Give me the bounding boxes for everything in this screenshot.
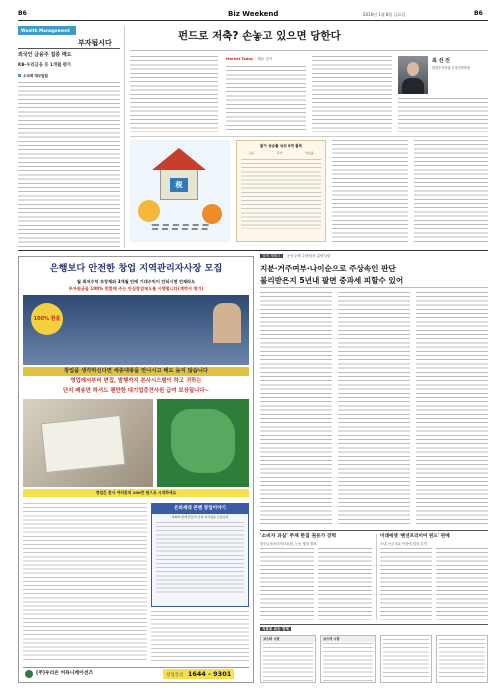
ad-subhead-2: 투자원금을 100% 반환해 주는 안심창업제도를 시행합니다(계약서 명기)	[68, 286, 204, 291]
bottom-left-col1	[260, 548, 314, 620]
page-number-right: B6	[474, 10, 483, 17]
ad-box-sub: 저희와 함께 만들어 가실 지사장을 모십니다	[171, 514, 229, 519]
indicator-table-3	[380, 635, 432, 683]
ad-map-icon	[171, 409, 235, 473]
author-head-icon	[407, 62, 419, 76]
bottom-left-col2	[318, 548, 372, 620]
data-chart-box	[236, 140, 326, 242]
chart-header-row: 구분 국가 상승률	[248, 151, 314, 156]
bird-right-icon	[202, 204, 222, 224]
bullet-icon	[18, 74, 21, 77]
chart-caption: 물가 상승률 상위 5개 품목	[259, 144, 303, 148]
chain-icon	[150, 224, 210, 230]
ad-newspaper-image	[23, 399, 153, 487]
lower-section-rule	[260, 530, 488, 531]
bird-left-icon	[138, 200, 160, 222]
tag-label: 절세 재테크	[262, 254, 281, 258]
middle-article-col3	[416, 292, 488, 526]
tax-illustration	[130, 140, 230, 242]
kospi-rows	[263, 643, 313, 681]
tax-tag-icon: 税	[170, 178, 188, 192]
roof-icon	[152, 148, 206, 170]
ad-photo-block	[23, 295, 249, 365]
author-title: 한화투자증권 투자전략팀장	[432, 66, 470, 70]
brand-tab: Wealth Management	[18, 26, 76, 35]
indicators-rule	[260, 624, 488, 625]
ad-left-copy	[23, 503, 147, 663]
indicator-4-rows	[439, 639, 485, 679]
top-article-col5	[332, 140, 408, 242]
ad-right-box	[151, 503, 249, 607]
top-article-col2	[226, 66, 306, 132]
sidebar-body-text	[18, 82, 120, 248]
ad-footer	[23, 667, 249, 679]
page-number-left: B6	[18, 10, 27, 17]
ad-paper-stack-icon	[41, 415, 126, 473]
ad-subhead-1: 월 최저수익 보장제와 3개월 안에 기대수익이 안되시면 언제라도	[76, 279, 196, 284]
column-name: 부자됩시다	[78, 39, 112, 47]
ad-company: (주)우리은 커뮤니케이션즈	[36, 671, 94, 676]
kosdaq-rows	[323, 643, 373, 681]
top-article-col6	[414, 140, 488, 242]
column-divider	[124, 26, 125, 248]
company-logo-icon	[25, 670, 33, 678]
top-headline: 펀드로 저축? 손놓고 있으면 당한다	[178, 30, 341, 42]
chart-table-rows	[241, 159, 321, 229]
ad-badge: 100% 환불	[31, 303, 63, 335]
ad-green-panel	[157, 399, 249, 487]
bottom-left-sub: 한국금융소비자보호원, 눈높 행정 발표	[260, 542, 317, 546]
ad-phone-block: 창업문의 1644 - 9301	[163, 669, 234, 679]
issue-date: 2016년 1월 8일 금요일	[363, 12, 406, 17]
market-today-label: Market Today 세무 일기	[226, 57, 273, 61]
masthead	[18, 10, 488, 19]
middle-headline-rule	[260, 287, 488, 288]
middle-article-col2	[338, 292, 410, 526]
section-rule	[18, 250, 488, 251]
bottom-right-col1	[380, 548, 432, 620]
sidebar-column-tag: 오석제 재무칼럼	[18, 74, 120, 79]
ad-strip-3: 단지 배송만 하셔도 웬만한 대기업중견사원 급여 보장됩니다~	[23, 387, 249, 396]
ad-top-banner: 은행보다 안전한 창업 지역관리자사장 모집	[49, 263, 223, 274]
ad-yellow-tag: 영업은 본사 여러분의 100만 원으로 시작하세요	[23, 489, 249, 497]
bottom-right-headline: 미래에셋 '펜션프리미어 펀드' 판매	[380, 534, 450, 539]
bottom-right-col2	[436, 548, 488, 620]
indicator-table-4	[436, 635, 488, 683]
franchise-ad	[18, 256, 254, 683]
bottom-left-headline: '소비자 과실' 주재 한집 권유가 강력	[260, 534, 337, 539]
sidebar-subheadline: KB·우리금융 등 1개월 평가	[18, 63, 72, 68]
middle-article-col1	[260, 292, 332, 526]
ad-right-copy	[151, 611, 249, 663]
top-headline-rule	[130, 50, 488, 51]
author-name: 최 선 진	[432, 58, 450, 64]
kospi-table: 코스피 시장	[260, 635, 316, 683]
bottom-right-sub: 국내 신규 5위 이상에 집중 투자	[380, 542, 427, 546]
top-article-col1	[130, 56, 218, 132]
sidebar-rule	[18, 48, 120, 49]
ad-strip-1: 창업을 생각하신다면 세종대왕을 만나시고 해도 늦지 않습니다	[23, 367, 249, 376]
ad-strip-2: 영업에서부터 편집, 발행까지 본사시스템이 하고 귀하는	[23, 377, 249, 386]
ad-person-icon	[213, 303, 241, 343]
top-article-col4	[398, 98, 488, 132]
section-name: Biz Weekend	[228, 10, 279, 18]
middle-tag: 절세 재테크 공동주택 주택임차 분양다련	[262, 254, 331, 258]
header-rule	[18, 20, 488, 21]
author-photo	[398, 56, 428, 94]
author-suit-icon	[402, 78, 424, 94]
top-article-col3	[312, 56, 392, 132]
indicators-tag: 지표로 보는 경제	[262, 627, 289, 631]
bottom-col-divider	[376, 534, 377, 620]
mid-divider-1	[130, 136, 488, 137]
kosdaq-table: 코스닥 시장	[320, 635, 376, 683]
ad-box-title: 은퇴세대 콘텐 창업이야기	[152, 504, 248, 514]
middle-headline-2: 불리받은지 5년내 팔면 중과세 피할수 있어	[260, 276, 404, 285]
sidebar-headline: 외국인 금융주 집중 매도	[18, 52, 72, 58]
ad-box-list	[156, 522, 244, 594]
middle-headline-1: 지분·거주여부·나이순으로 주상속인 판단	[260, 264, 396, 273]
indicator-3-rows	[383, 639, 429, 679]
